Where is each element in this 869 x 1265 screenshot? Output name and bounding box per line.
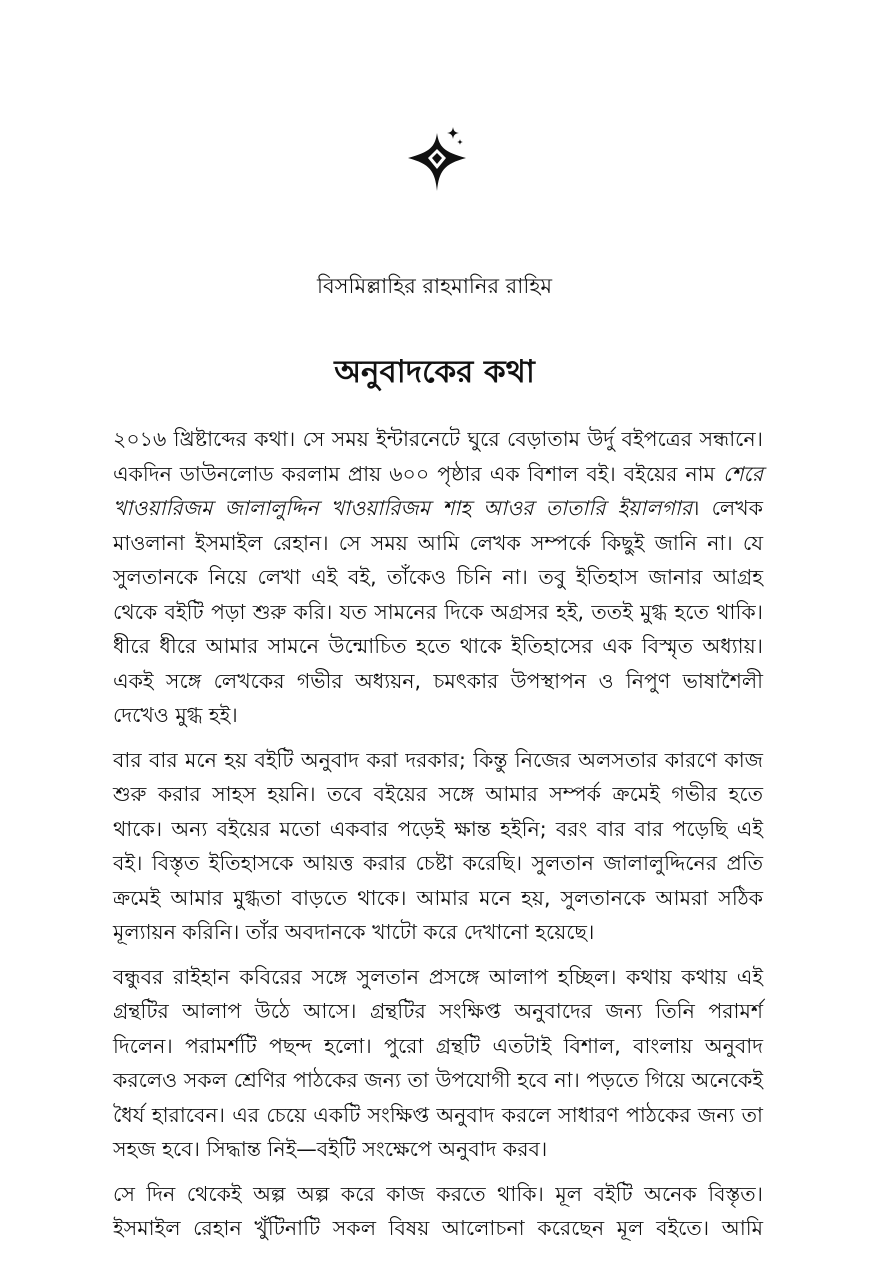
body-text xyxy=(113,422,763,1256)
four-point-star-icon xyxy=(402,125,472,195)
page-title: অনুবাদকের কথা xyxy=(334,354,535,390)
paragraph-3: বন্ধুবর রাইহান কবিরের সঙ্গে সুলতান প্রসঙ্গে আলাপ হচ্ছিল। কথায় কথায় এই গ্রন্থটির আলাপ উঠে আসে। গ্রন্থটির সংক্ষিপ্ত অনুবাদের জন্য তিনি পরামর্শ দিলেন। পরামর্শটি পছন্দ হলো। পুরো গ্রন্থটি এতটাই বিশাল, বাংলায় অনুবাদ করলেও সকল শ্রেণির পাঠকের জন্য তা উপযোগী হবে না। পড়তে গিয়ে অনেকেই ধৈর্য হারাবেন। এর চেয়ে একটি সংক্ষিপ্ত অনুবাদ করলে সাধারণ পাঠকের জন্য তা সহজ হবে। সিদ্ধান্ত নিই—বইটি সংক্ষেপে অনুবাদ করব। xyxy=(113,964,763,1161)
paragraph-1 xyxy=(113,422,763,733)
paragraph-2: বার বার মনে হয় বইটি অনুবাদ করা দরকার; কিন্তু নিজের অলসতার কারণে কাজ শুরু করার সাহস হয়নি। তবে বইয়ের সঙ্গে আমার সম্পর্ক ক্রমেই গভীর হতে থাকে। অন্য বইয়ের মতো একবার পড়েই ক্ষান্ত হইনি; বরং বার বার পড়েছি এই বই। বিস্তৃত ইতিহাসকে আয়ত্ত করার চেষ্টা করেছি। সুলতান জালালুদ্দিনের প্রতি ক্রমেই আমার মুগ্ধতা বাড়তে থাকে। আমার মনে হয়, সুলতানকে আমরা সঠিক মূল্যায়ন করিনি। তাঁর অবদানকে খাটো করে দেখানো হয়েছে। xyxy=(113,747,763,944)
paragraph-1-before: ২০১৬ খ্রিষ্টাব্দের কথা। সে সময় ইন্টারনেটে ঘুরে বেড়াতাম উর্দু বইপত্রের সন্ধানে। একদিন ডাউনলোড করলাম প্রায় ৬০০ পৃষ্ঠার এক বিশাল বই। বইয়ের নাম xyxy=(113,427,763,486)
paragraph-1-after: । লেখক মাওলানা ইসমাইল রেহান। সে সময় আমি লেখক সম্পর্কে কিছুই জানি না। যে সুলতানকে নিয়ে লেখা এই বই, তাঁকেও চিনি না। তবু ইতিহাস জানার আগ্রহ থেকে বইটি পড়া শুরু করি। যত সামনের দিকে অগ্রসর হই, ততই মুগ্ধ হতে থাকি। ধীরে ধীরে আমার সামনে উন্মোচিত হতে থাকে ইতিহাসের এক বিস্মৃত অধ্যায়। একই সঙ্গে লেখকের গভীর অধ্যয়ন, চমৎকার উপস্থাপন ও নিপুণ ভাষাশৈলী দেখেও মুগ্ধ হই। xyxy=(113,496,763,727)
bismillah-heading: বিসমিল্লাহির রাহমানির রাহিম xyxy=(316,274,553,298)
paragraph-4: সে দিন থেকেই অল্প অল্প করে কাজ করতে থাকি। মূল বইটি অনেক বিস্তৃত। ইসমাইল রেহান খুঁটিনাটি সকল বিষয় আলোচনা করেছেন মূল বইতে। আমি xyxy=(113,1181,763,1240)
book-title: শেরে খাওয়ারিজম জালালুদ্দিন খাওয়ারিজম শাহ আওর তাতারি ইয়ালগার xyxy=(113,461,763,520)
